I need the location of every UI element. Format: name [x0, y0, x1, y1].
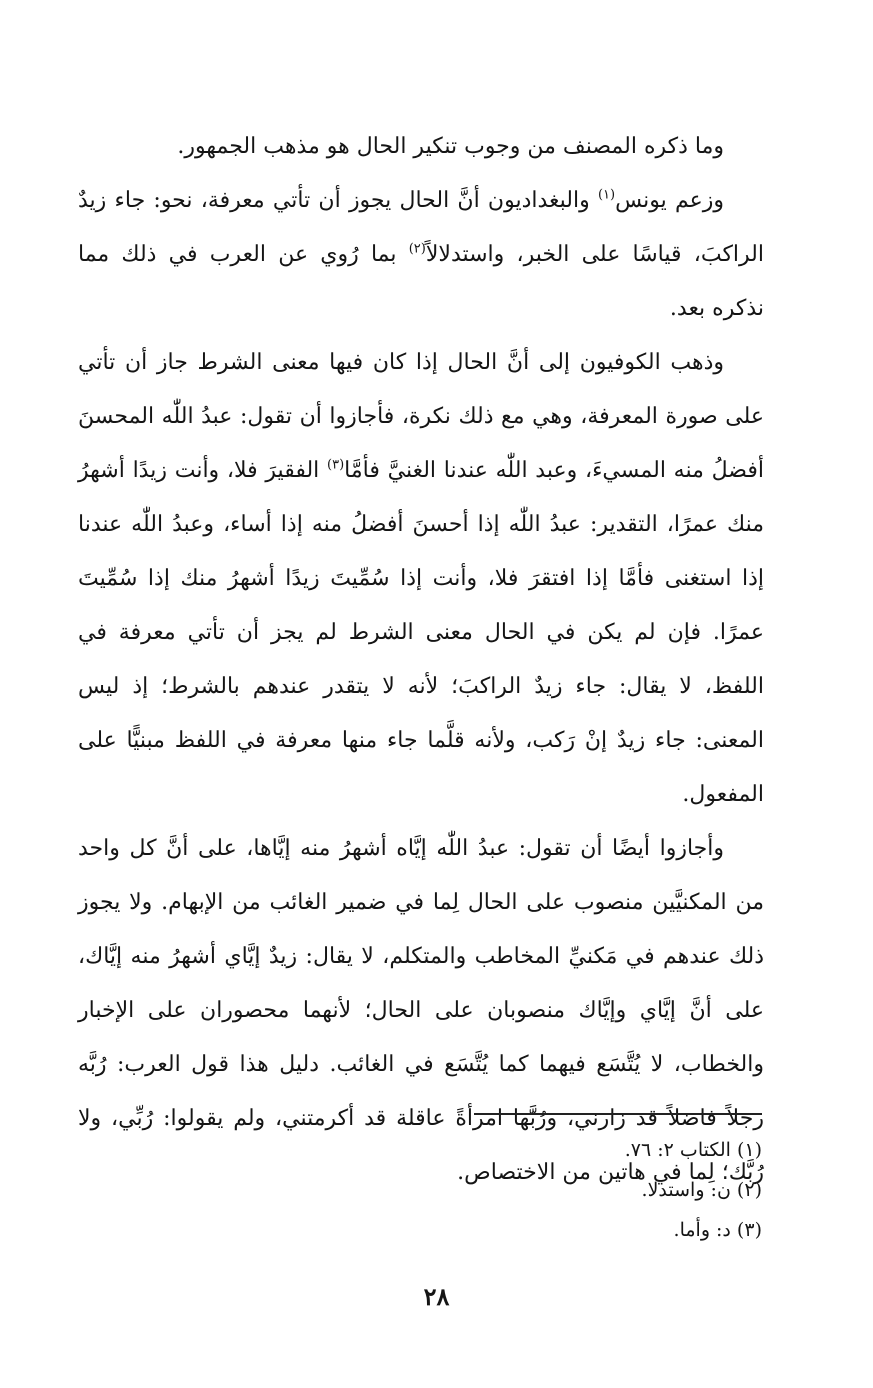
page-number: ٢٨ — [423, 1282, 450, 1311]
paragraph — [78, 120, 764, 174]
paragraph-text: الفقيرَ فلا، وأنت زيدًا أشهرُ منك عمرًا، التقدير: عبدُ اللّٰه إذا أحسنَ أفضلُ منه إذا أساء، وعبدُ اللّٰه عندنا إذا استغنى فأمَّا إذا افتقرَ فلا، وأنت إذا سُمِّيتَ زيدًا أشهرُ منك إذا سُمِّيتَ عمرًا. فإن لم يكن في الحال معنى الشرط لم يجز أن تأتي معرفة في اللفظ، لا يقال: جاء زيدٌ الراكبَ؛ لأنه لا يتقدر عندهم بالشرط؛ إذ ليس المعنى: جاء زيدٌ إنْ رَكب، ولأنه قلَّما جاء منها معرفة في اللفظ مبنيًّا على المفعول. — [78, 458, 764, 807]
paragraph — [78, 336, 764, 822]
footnote: (٢) ن: واستدلا. — [641, 1179, 762, 1201]
footnotes — [300, 1130, 762, 1250]
footnote-marker: (١) — [597, 187, 616, 203]
footnote-marker: (٢) — [408, 241, 426, 257]
footnote: (١) الكتاب ٢: ٧٦. — [624, 1139, 762, 1161]
footnote-marker: (٣) — [327, 457, 345, 473]
paragraph-text: وما ذكره المصنف من وجوب تنكير الحال هو مذهب الجمهور. — [177, 134, 724, 159]
paragraph — [78, 174, 764, 336]
paragraph-text: وذهب الكوفيون إلى أنَّ الحال إذا كان فيها معنى الشرط جاز أن تأتي على صورة المعرفة، وهي مع ذلك نكرة، فأجازوا أن تقول: عبدُ اللّٰه المحسنَ أفضلُ منه المسيءَ، وعبد اللّٰه عندنا الغنيَّ فأمَّا — [78, 350, 765, 483]
paragraph-text: وزعم يونس — [615, 188, 725, 213]
paragraph-text: والبغداديون أنَّ الحال يجوز أن تأتي معرفة، نحو: جاء زيدٌ الراكبَ، قياسًا على الخبر، واستدلالاً — [78, 188, 764, 267]
footnote-separator — [474, 1113, 762, 1115]
paragraph-text: وأجازوا أيضًا أن تقول: عبدُ اللّٰه إيَّاه أشهرُ منه إيَّاها، على أنَّ كل واحد من المكنيَّين منصوب على الحال لِما في ضمير الغائب من الإبهام. ولا يجوز ذلك عندهم في مَكنيِّ المخاطب والمتكلم، لا يقال: زيدٌ إيَّاي أشهرُ منه إيَّاك، على أنَّ إيَّاي وإيَّاك منصوبان على الحال؛ لأنهما محصوران على الإخبار والخطاب، لا يُتَّسَع فيهما كما يُتَّسَع في الغائب. دليل هذا قول العرب: رُبَّه رجلاً فاضلاً قد زارني، ورُبَّها امرأةً عاقلة قد أكرمتني، ولم يقولوا: رُبِّي، ولا رُبَّك؛ لِما في هاتين من الاختصاص. — [78, 836, 764, 1185]
footnote: (٣) د: وأما. — [673, 1219, 762, 1241]
main-text — [78, 120, 764, 1200]
paragraph-text: بما رُوي عن العرب في ذلك مما نذكره بعد. — [78, 242, 764, 321]
